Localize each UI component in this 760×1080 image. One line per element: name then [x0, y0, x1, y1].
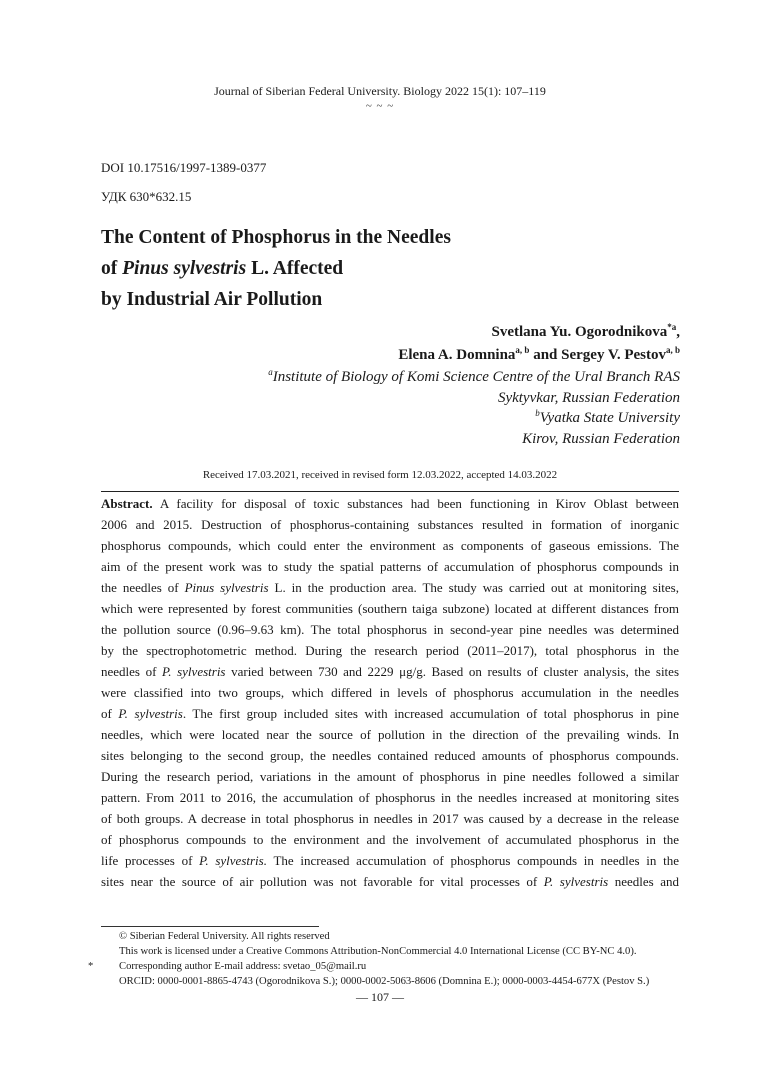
footnote-copyright: © Siberian Federal University. All rights reserved — [119, 931, 330, 942]
running-head: Journal of Siberian Federal University. Biology 2022 15(1): 107–119 — [214, 84, 546, 98]
abstract-line: by the spectrophotometric method. During the research period (2011–2017), total phosphorus in the — [101, 643, 679, 658]
author-2-name: Elena A. Domnina — [398, 347, 516, 363]
footnote-corresponding — [88, 959, 688, 974]
udk-code: УДК 630*632.15 — [101, 189, 192, 204]
abstract-line — [101, 703, 679, 724]
abstract-line: which were represented by forest communities (southern taiga subzone) located at different distances from — [101, 601, 679, 616]
abstract-text: . The first group included sites with increased accumulation of total phosphorus in pine — [182, 706, 679, 721]
author-connector: and — [529, 347, 562, 363]
abstract-text: sites near the source of air pollution was not favorable for vital processes of — [101, 874, 544, 889]
affiliation-a-institution: Institute of Biology of Komi Science Centre of the Ural Branch RAS — [272, 369, 680, 385]
author-1-name: Svetlana Yu. Ogorodnikova — [491, 324, 668, 340]
abstract-line — [101, 577, 679, 598]
title-line-1: The Content of Phosphorus in the Needles — [101, 227, 451, 248]
abstract-text: A facility for disposal of toxic substances had been functioning in Kirov Oblast between — [152, 496, 679, 511]
author-2-affil-mark: a, b — [515, 345, 530, 355]
article-title — [101, 222, 661, 315]
abstract-line: pattern. From 2011 to 2016, the accumulation of phosphorus in the needles increased at monitoring sites — [101, 790, 679, 805]
species-name: P. sylvestris — [118, 706, 183, 721]
footnote-license: This work is licensed under a Creative Commons Attribution-NonCommercial 4.0 International License (CC BY-NC 4.0). — [119, 946, 637, 957]
affiliation-a-location: Syktyvkar, Russian Federation — [497, 389, 680, 406]
affiliation-b-location: Kirov, Russian Federation — [522, 430, 680, 447]
header-ornament: ~ ~ ~ — [365, 100, 395, 112]
abstract-text: the needles of — [101, 580, 185, 595]
title-line-2 — [101, 253, 661, 284]
affiliations — [268, 367, 680, 449]
author-line-2 — [398, 344, 680, 367]
received-dates: Received 17.03.2021, received in revised form 12.03.2022, accepted 14.03.2022 — [202, 469, 558, 481]
title-line-3: by Industrial Air Pollution — [101, 289, 323, 310]
abstract-text: needles of — [101, 664, 162, 679]
abstract-text: varied between 730 and 2229 μg/g. Based on results of cluster analysis, the sites — [225, 664, 679, 679]
abstract-line — [101, 871, 679, 892]
abstract-text: L. in the production area. The study was carried out at monitoring sites, — [268, 580, 679, 595]
abstract-line: During the research period, variations in the amount of phosphorus in pine needles followed a similar — [101, 769, 679, 784]
species-name: P. sylvestris — [543, 874, 609, 889]
affiliation-a-line-1 — [268, 367, 680, 388]
abstract-text: of — [101, 706, 119, 721]
footnote-orcid: ORCID: 0000-0001-8865-4743 (Ogorodnikova S.); 0000-0002-5063-8606 (Domnina E.); 0000-0003-4454-677X (Pestov S.) — [119, 976, 650, 987]
abstract-line: phosphorus compounds, which could enter the environment as components of gaseous emissions. The — [101, 538, 679, 553]
species-name: P. sylvestris — [162, 664, 226, 679]
author-1-affil-mark: *a — [667, 322, 677, 332]
species-name: Pinus sylvestris — [184, 580, 269, 595]
abstract-text: needles and — [608, 874, 679, 889]
page-number: — 107 — — [356, 990, 404, 1004]
abstract-line — [101, 850, 679, 871]
corresponding-author: Corresponding author E-mail address: svetao_05@mail.ru — [119, 961, 367, 972]
abstract-line: aim of the present work was to study the spatial patterns of accumulation of phosphorus compounds in — [101, 559, 679, 574]
abstract-line — [101, 661, 679, 682]
affiliation-b-mark: b — [535, 408, 540, 418]
footnotes — [88, 929, 688, 989]
title-line-2-prefix: of — [101, 258, 123, 279]
abstract-text: life processes of — [101, 853, 200, 868]
abstract-text: The increased accumulation of phosphorus compounds in needles in the — [266, 853, 680, 868]
abstract-line — [101, 493, 679, 514]
affiliation-a-mark: a — [268, 367, 273, 377]
author-3-name: Sergey V. Pestov — [561, 347, 666, 363]
abstract-label: Abstract. — [101, 496, 153, 511]
footnote-rule — [101, 926, 319, 927]
abstract-top-rule — [101, 491, 679, 492]
author-line-1 — [398, 321, 680, 344]
abstract-line: sites belonging to the second group, the needles contained reduced amounts of phosphorus compounds. — [101, 748, 679, 763]
footnote-star: * — [88, 961, 94, 972]
abstract-line: the pollution source (0.96–9.63 km). The total phosphorus in second-year pine needles was determined — [101, 622, 679, 637]
abstract-line: needles, which were located near the source of pollution in the direction of the prevailing winds. In — [101, 727, 679, 742]
abstract-line: of both groups. A decrease in total phosphorus in needles in 2017 was caused by a decrease in the release — [101, 811, 679, 826]
title-line-2-suffix: L. Affected — [246, 258, 344, 279]
author-3-affil-mark: a, b — [665, 345, 680, 355]
abstract-line: were classified into two groups, which differed in levels of phosphorus accumulation in the needles — [101, 685, 679, 700]
abstract-line: 2006 and 2015. Destruction of phosphorus-containing substances resulted in formation of inorganic — [101, 517, 679, 532]
author-list — [398, 321, 680, 367]
abstract — [101, 493, 679, 892]
doi: DOI 10.17516/1997-1389-0377 — [101, 160, 267, 175]
title-species: Pinus sylvestris — [122, 258, 247, 279]
affiliation-b-institution: Vyatka State University — [539, 410, 680, 426]
affiliation-b-line-1 — [268, 408, 680, 429]
species-name: P. sylvestris. — [199, 853, 267, 868]
abstract-line: of phosphorus compounds to the environment and the involvement of accumulated phosphorus in the — [101, 832, 679, 847]
author-1-trailing-comma: , — [676, 324, 680, 340]
